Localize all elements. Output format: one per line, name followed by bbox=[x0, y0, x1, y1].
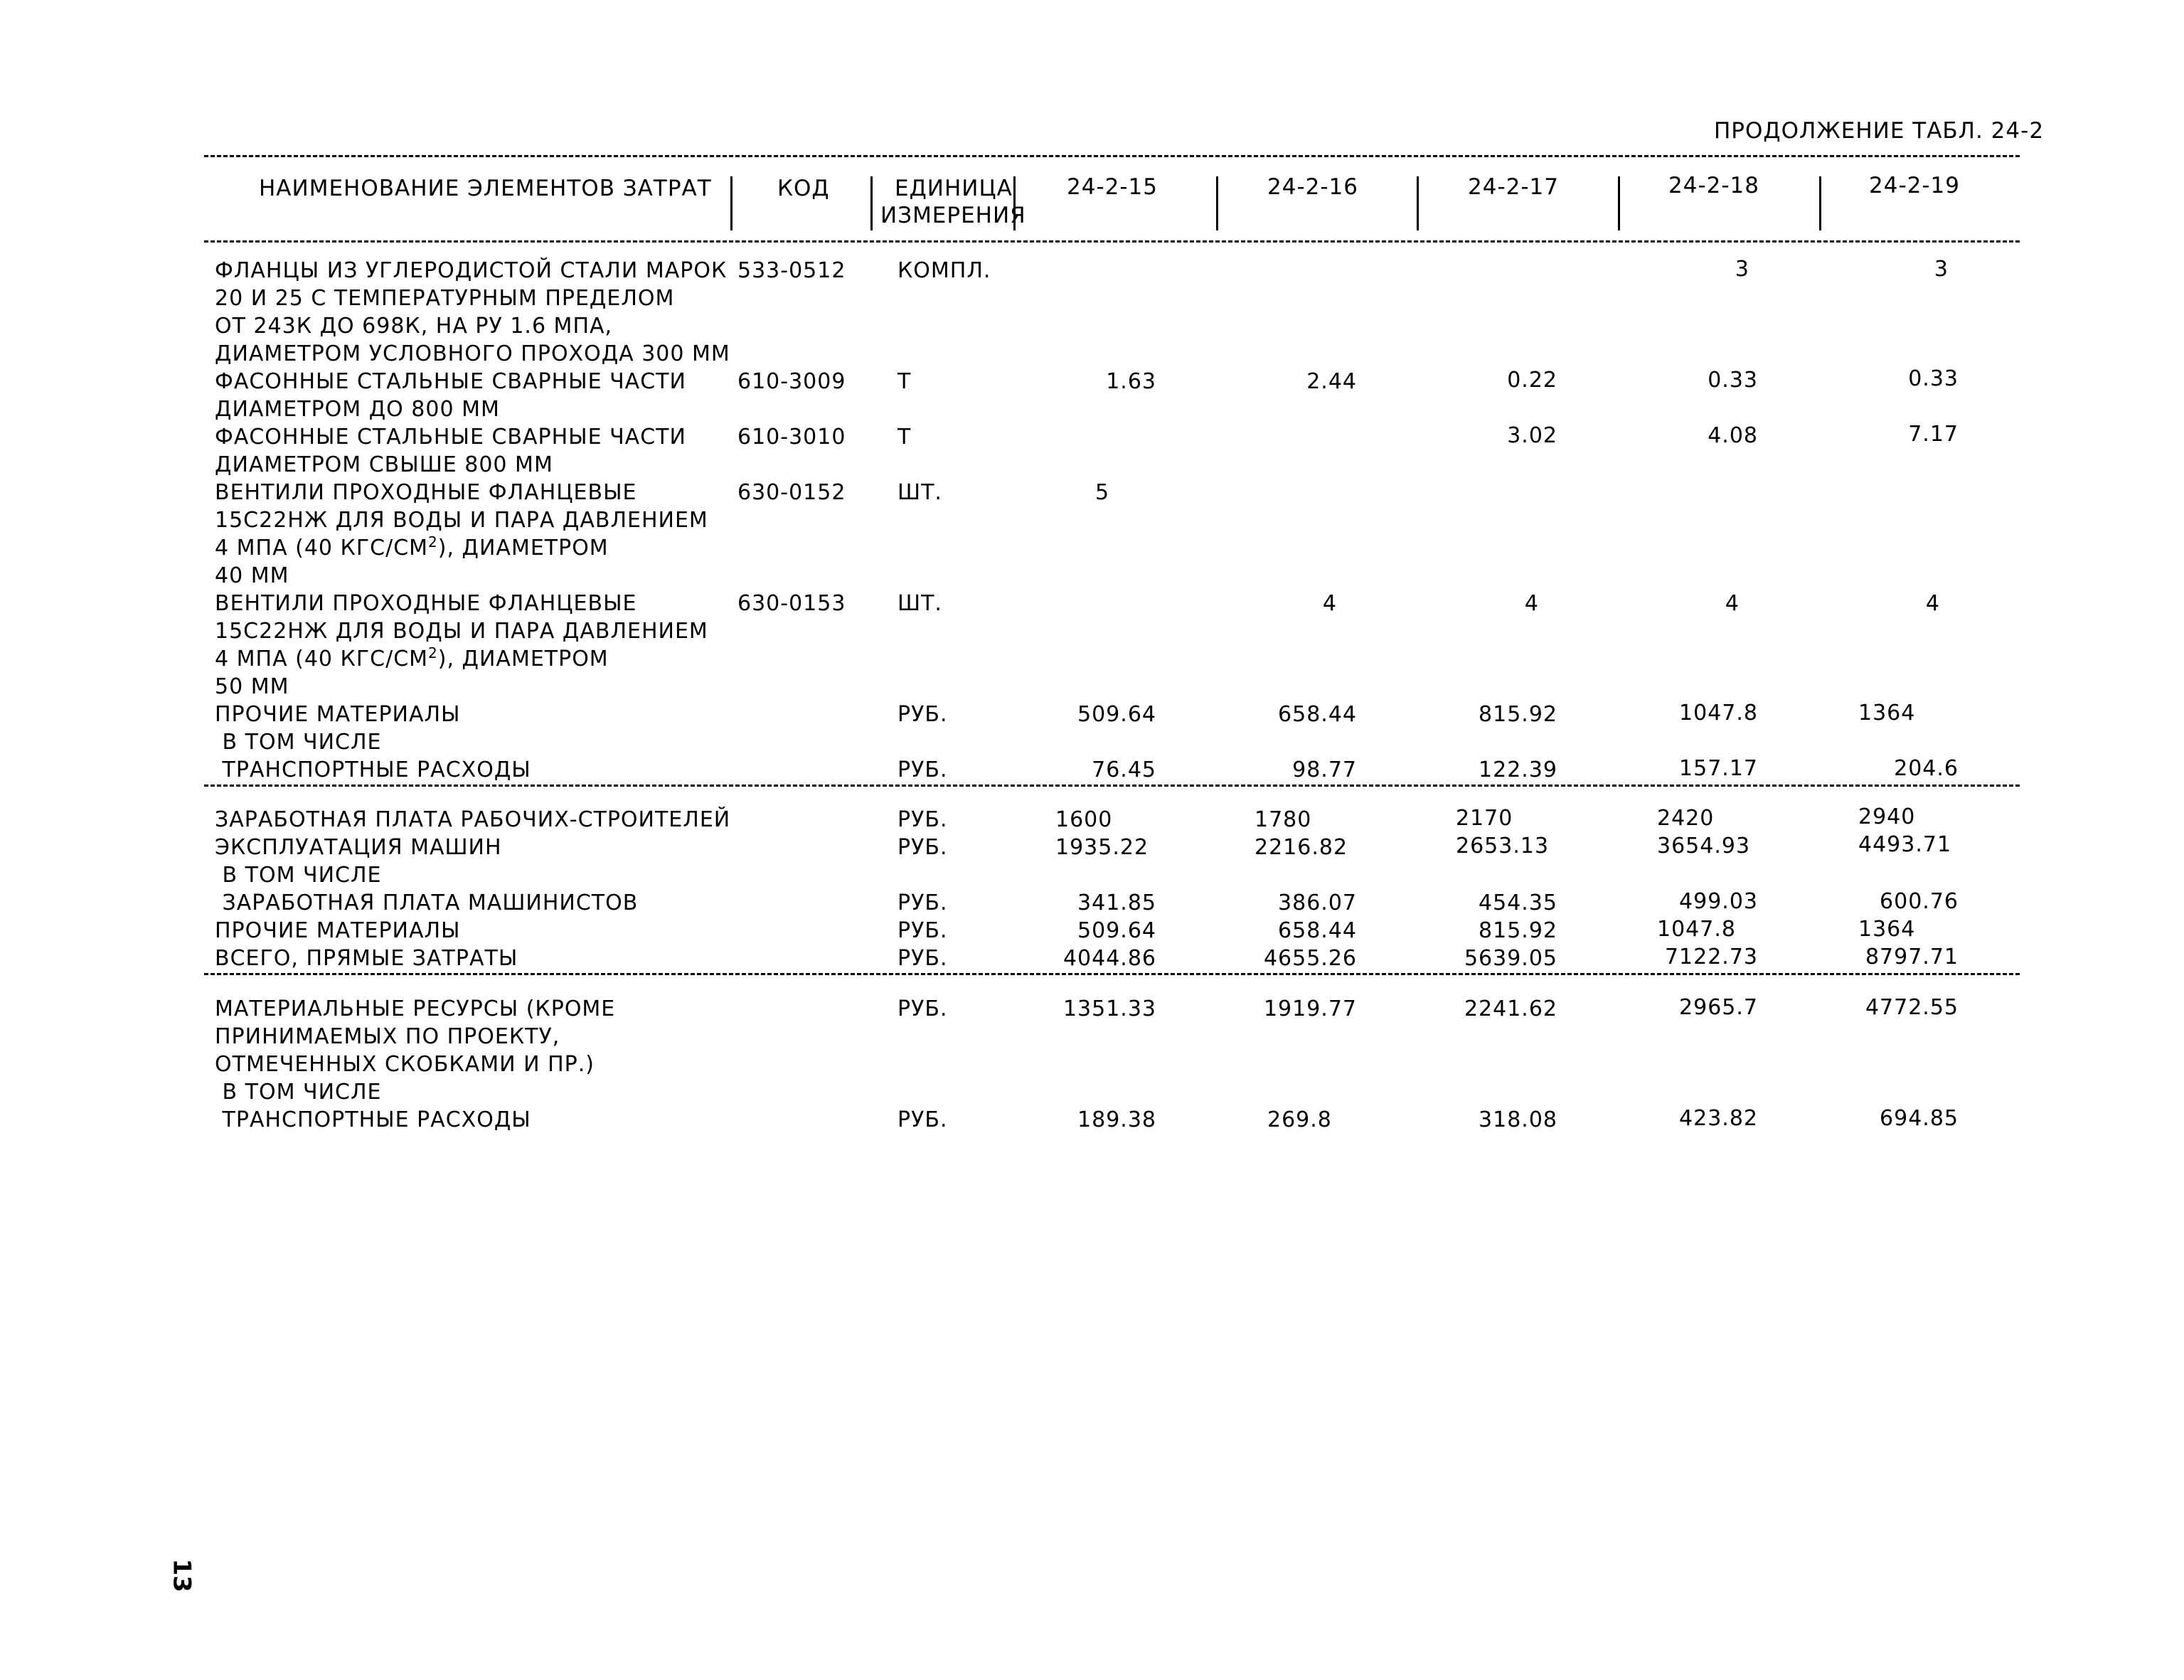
header-col-3: 24-2-17 bbox=[1468, 174, 1559, 200]
row-name: ТРАНСПОРТНЫЕ РАСХОДЫ bbox=[215, 1107, 531, 1132]
row-name: ПРОЧИЕ МАТЕРИАЛЫ bbox=[215, 918, 461, 943]
row-value: 4 bbox=[1524, 591, 1539, 616]
row-code: 610-3009 bbox=[737, 369, 846, 394]
row-value: 269.8 bbox=[1267, 1107, 1332, 1132]
row-value: 2965.7 bbox=[1679, 995, 1758, 1020]
row-value: 509.64 bbox=[1077, 702, 1156, 727]
row-value: 4772.55 bbox=[1865, 995, 1959, 1020]
row-value: 3 bbox=[1934, 257, 1949, 282]
row-name: В ТОМ ЧИСЛЕ bbox=[215, 863, 382, 888]
row-name: ФАСОННЫЕ СТАЛЬНЫЕ СВАРНЫЕ ЧАСТИ bbox=[215, 425, 686, 450]
row-value: 2216.82 bbox=[1255, 835, 1348, 860]
header-separator bbox=[870, 176, 873, 230]
section-rule bbox=[204, 973, 2020, 975]
row-name: ТРАНСПОРТНЫЕ РАСХОДЫ bbox=[215, 757, 531, 782]
row-value: 815.92 bbox=[1479, 918, 1557, 943]
row-value: 4044.86 bbox=[1062, 946, 1156, 971]
row-name: 4 МПА (40 КГС/$СМ^2$), ДИАМЕТРОМ bbox=[215, 533, 609, 560]
row-value: 5639.05 bbox=[1464, 946, 1557, 971]
row-value: 815.92 bbox=[1479, 702, 1557, 727]
row-value: 1047.8 bbox=[1679, 701, 1758, 725]
row-name: ЭКСПЛУАТАЦИЯ МАШИН bbox=[215, 835, 502, 860]
header-unit: ЕДИНИЦА bbox=[895, 176, 1013, 201]
row-code: 533-0512 bbox=[737, 258, 846, 283]
row-code: 630-0152 bbox=[737, 480, 846, 505]
row-name: ДИАМЕТРОМ УСЛОВНОГО ПРОХОДА 300 ММ bbox=[215, 341, 730, 366]
row-value: 2420 bbox=[1657, 806, 1715, 831]
row-name: 4 МПА (40 КГС/$СМ^2$), ДИАМЕТРОМ bbox=[215, 644, 609, 671]
header-col-5: 24-2-19 bbox=[1869, 173, 1960, 198]
row-value: 1351.33 bbox=[1062, 996, 1156, 1021]
row-name: В ТОМ ЧИСЛЕ bbox=[215, 730, 382, 755]
row-value: 2241.62 bbox=[1464, 996, 1557, 1021]
row-value: 3 bbox=[1735, 257, 1749, 282]
row-name: ЗАРАБОТНАЯ ПЛАТА МАШИНИСТОВ bbox=[215, 890, 639, 915]
row-value: 98.77 bbox=[1292, 757, 1357, 782]
row-name: ПРИНИМАЕМЫХ ПО ПРОЕКТУ, bbox=[215, 1024, 560, 1049]
row-value: 4 bbox=[1322, 591, 1337, 616]
row-name: ВЕНТИЛИ ПРОХОДНЫЕ ФЛАНЦЕВЫЕ bbox=[215, 480, 637, 505]
row-value: 189.38 bbox=[1077, 1107, 1156, 1132]
row-unit: РУБ. bbox=[897, 757, 948, 782]
row-value: 4 bbox=[1925, 591, 1940, 616]
row-value: 0.33 bbox=[1708, 368, 1758, 393]
row-name: 50 ММ bbox=[215, 674, 289, 699]
row-value: 1600 bbox=[1055, 807, 1113, 832]
row-value: 341.85 bbox=[1077, 890, 1156, 915]
row-unit: РУБ. bbox=[897, 918, 948, 943]
row-unit: Т bbox=[897, 425, 912, 450]
row-value: 318.08 bbox=[1479, 1107, 1557, 1132]
header-separator bbox=[1819, 176, 1821, 230]
row-value: 2653.13 bbox=[1456, 834, 1550, 858]
row-value: 1364 bbox=[1858, 917, 1916, 942]
row-value: 4493.71 bbox=[1858, 832, 1952, 857]
row-value: 1.63 bbox=[1106, 369, 1156, 394]
row-value: 386.07 bbox=[1278, 890, 1357, 915]
row-value: 4.08 bbox=[1708, 423, 1758, 448]
row-value: 1919.77 bbox=[1263, 996, 1357, 1021]
row-name: ДИАМЕТРОМ ДО 800 ММ bbox=[215, 397, 500, 422]
header-separator bbox=[730, 176, 733, 230]
row-value: 122.39 bbox=[1479, 757, 1557, 782]
row-unit: Т bbox=[897, 369, 912, 394]
row-unit: РУБ. bbox=[897, 996, 948, 1021]
row-unit: РУБ. bbox=[897, 807, 948, 832]
header-col-4: 24-2-18 bbox=[1668, 173, 1759, 198]
row-value: 658.44 bbox=[1278, 918, 1357, 943]
row-code: 630-0153 bbox=[737, 591, 846, 616]
section-rule bbox=[204, 785, 2020, 787]
row-value: 76.45 bbox=[1092, 757, 1156, 782]
row-name: ПРОЧИЕ МАТЕРИАЛЫ bbox=[215, 702, 461, 727]
row-value: 5 bbox=[1095, 480, 1110, 505]
row-code: 610-3010 bbox=[737, 425, 846, 450]
row-value: 0.33 bbox=[1908, 366, 1959, 391]
header-name: НАИМЕНОВАНИЕ ЭЛЕМЕНТОВ ЗАТРАТ bbox=[259, 176, 712, 201]
row-value: 0.22 bbox=[1507, 368, 1557, 393]
row-unit: РУБ. bbox=[897, 890, 948, 915]
row-value: 1780 bbox=[1255, 807, 1312, 832]
row-value: 694.85 bbox=[1880, 1106, 1959, 1131]
header-separator bbox=[1216, 176, 1218, 230]
row-name: ФАСОННЫЕ СТАЛЬНЫЕ СВАРНЫЕ ЧАСТИ bbox=[215, 369, 686, 394]
row-value: 157.17 bbox=[1679, 756, 1758, 781]
header-unit: ИЗМЕРЕНИЯ bbox=[880, 203, 1026, 228]
row-name: ОТ 243К ДО 698К, НА РУ 1.6 МПА, bbox=[215, 314, 613, 339]
row-name: ОТМЕЧЕННЫХ СКОБКАМИ И ПР.) bbox=[215, 1052, 595, 1077]
row-value: 8797.71 bbox=[1865, 945, 1959, 969]
header-bottom-rule bbox=[204, 240, 2020, 243]
row-name: МАТЕРИАЛЬНЫЕ РЕСУРСЫ (КРОМЕ bbox=[215, 996, 616, 1021]
row-name: 20 И 25 С ТЕМПЕРАТУРНЫМ ПРЕДЕЛОМ bbox=[215, 286, 675, 311]
row-value: 7122.73 bbox=[1664, 945, 1758, 969]
row-unit: РУБ. bbox=[897, 946, 948, 971]
row-value: 3654.93 bbox=[1657, 834, 1751, 858]
header-top-rule bbox=[204, 155, 2020, 157]
row-value: 1935.22 bbox=[1055, 835, 1149, 860]
row-value: 3.02 bbox=[1507, 423, 1557, 448]
row-value: 499.03 bbox=[1679, 889, 1758, 914]
row-name: 15С22НЖ ДЛЯ ВОДЫ И ПАРА ДАВЛЕНИЕМ bbox=[215, 619, 708, 644]
row-name: ДИАМЕТРОМ СВЫШЕ 800 ММ bbox=[215, 452, 553, 477]
row-value: 1364 bbox=[1858, 701, 1916, 725]
page-number: 13 bbox=[167, 1558, 196, 1593]
row-name: ЗАРАБОТНАЯ ПЛАТА РАБОЧИХ-СТРОИТЕЛЕЙ bbox=[215, 807, 731, 832]
header-separator bbox=[1618, 176, 1620, 230]
row-unit: ШТ. bbox=[897, 480, 942, 505]
header-code: КОД bbox=[777, 176, 830, 201]
row-value: 204.6 bbox=[1894, 756, 1959, 781]
table-continuation-title: ПРОДОЛЖЕНИЕ ТАБЛ. 24-2 bbox=[1714, 118, 2045, 144]
row-value: 1047.8 bbox=[1657, 917, 1736, 942]
row-unit: КОМПЛ. bbox=[897, 258, 991, 283]
row-value: 2170 bbox=[1456, 806, 1513, 831]
row-name: 15С22НЖ ДЛЯ ВОДЫ И ПАРА ДАВЛЕНИЕМ bbox=[215, 508, 708, 533]
row-name: ФЛАНЦЫ ИЗ УГЛЕРОДИСТОЙ СТАЛИ МАРОК bbox=[215, 258, 728, 283]
row-value: 7.17 bbox=[1908, 422, 1959, 447]
row-name: ВСЕГО, ПРЯМЫЕ ЗАТРАТЫ bbox=[215, 946, 518, 971]
row-value: 423.82 bbox=[1679, 1106, 1758, 1131]
row-name: ВЕНТИЛИ ПРОХОДНЫЕ ФЛАНЦЕВЫЕ bbox=[215, 591, 637, 616]
row-name: 40 ММ bbox=[215, 563, 289, 588]
row-unit: РУБ. bbox=[897, 702, 948, 727]
row-value: 2940 bbox=[1858, 804, 1916, 829]
row-value: 658.44 bbox=[1278, 702, 1357, 727]
row-name: В ТОМ ЧИСЛЕ bbox=[215, 1080, 382, 1105]
row-value: 2.44 bbox=[1306, 369, 1357, 394]
header-separator bbox=[1417, 176, 1419, 230]
row-unit: РУБ. bbox=[897, 1107, 948, 1132]
row-value: 600.76 bbox=[1880, 889, 1959, 914]
row-value: 509.64 bbox=[1077, 918, 1156, 943]
header-col-2: 24-2-16 bbox=[1267, 174, 1358, 200]
row-value: 454.35 bbox=[1479, 890, 1557, 915]
row-unit: ШТ. bbox=[897, 591, 942, 616]
row-value: 4 bbox=[1725, 591, 1740, 616]
row-value: 4655.26 bbox=[1263, 946, 1357, 971]
row-unit: РУБ. bbox=[897, 835, 948, 860]
header-col-1: 24-2-15 bbox=[1067, 174, 1158, 200]
